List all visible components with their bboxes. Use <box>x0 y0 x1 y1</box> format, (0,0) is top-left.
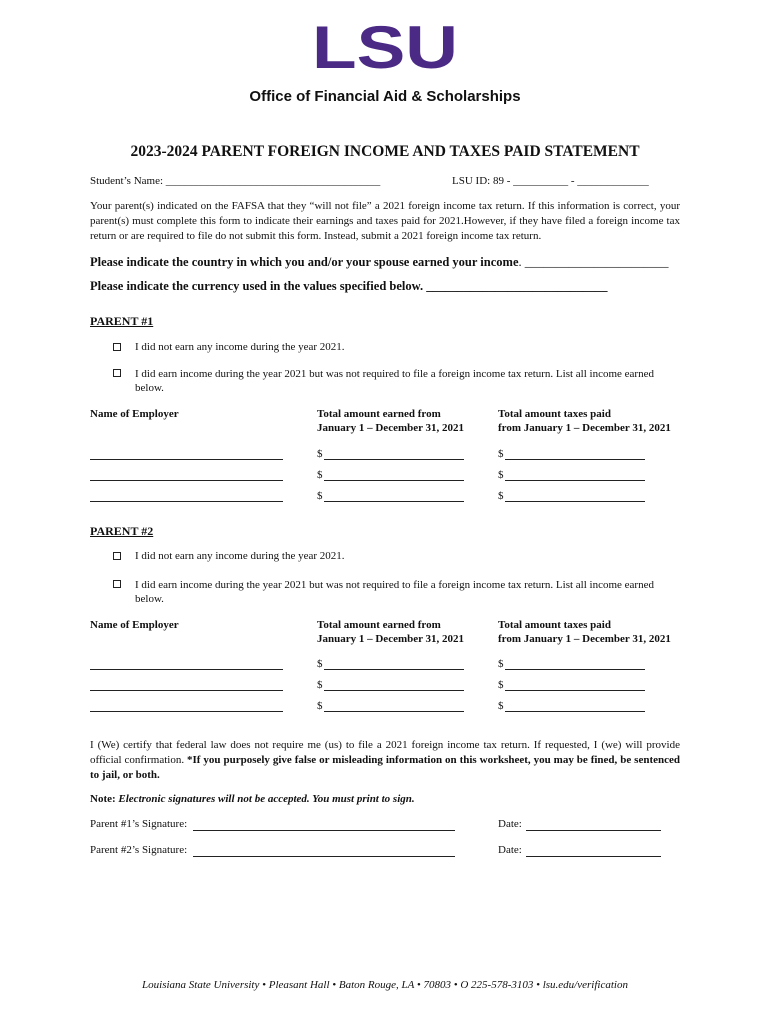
parent2-col-earned-line2: January 1 – December 31, 2021 <box>317 633 465 645</box>
note-line <box>90 793 415 805</box>
parent2-taxes-field[interactable] <box>505 690 645 691</box>
parent1-col-taxes <box>498 407 671 435</box>
lsu-logo <box>310 22 460 72</box>
student-name-label[interactable]: Student’s Name: _______________________________________ <box>90 175 381 187</box>
parent2-no-income-label: I did not earn any income during the year 2021. <box>135 550 345 562</box>
parent1-employer-field[interactable] <box>90 459 283 460</box>
parent2-no-income-checkbox[interactable] <box>113 552 121 560</box>
parent2-taxes-field[interactable] <box>505 711 645 712</box>
parent2-date-label: Date: <box>498 844 522 856</box>
parent2-employer-field[interactable] <box>90 690 283 691</box>
parent1-date-label: Date: <box>498 818 522 830</box>
parent1-earned-dollar: $ <box>317 448 323 460</box>
parent2-earned-field[interactable] <box>324 690 464 691</box>
parent2-col-earned <box>317 618 464 646</box>
parent1-signature-field[interactable] <box>193 830 455 831</box>
parent1-col-earned-line2: January 1 – December 31, 2021 <box>317 422 465 434</box>
parent2-income-label: I did earn income during the year 2021 but was not required to file a foreign income tax return. List all income earned below. <box>135 579 654 605</box>
parent1-col-earned <box>317 407 464 435</box>
parent1-col-taxes-line1: Total amount taxes paid <box>498 408 611 420</box>
currency-question[interactable]: Please indicate the currency used in the values specified below. _____________________________ <box>90 279 608 293</box>
parent2-col-taxes-line2: from January 1 – December 31, 2021 <box>498 633 671 645</box>
parent1-col-employer: Name of Employer <box>90 408 179 420</box>
parent2-taxes-dollar: $ <box>498 700 504 712</box>
parent1-income-label: I did earn income during the year 2021 but was not required to file a foreign income tax return. List all income earned below. <box>135 368 654 394</box>
parent1-no-income-checkbox[interactable] <box>113 343 121 351</box>
parent1-taxes-dollar: $ <box>498 469 504 481</box>
note-text: Electronic signatures will not be accepted. You must print to sign. <box>118 793 415 805</box>
parent2-col-taxes <box>498 618 671 646</box>
parent2-earned-field[interactable] <box>324 669 464 670</box>
office-name: Office of Financial Aid & Scholarships <box>249 88 521 105</box>
lsu-logo-text: LSU <box>312 22 458 72</box>
parent1-taxes-field[interactable] <box>505 480 645 481</box>
parent2-signature-label: Parent #2’s Signature: <box>90 844 188 856</box>
parent2-heading: PARENT #2 <box>90 524 154 538</box>
parent2-earned-dollar: $ <box>317 679 323 691</box>
parent1-no-income-label: I did not earn any income during the year 2021. <box>135 341 345 353</box>
parent1-taxes-dollar: $ <box>498 448 504 460</box>
parent1-taxes-dollar: $ <box>498 490 504 502</box>
parent1-taxes-field[interactable] <box>505 459 645 460</box>
parent2-taxes-dollar: $ <box>498 658 504 670</box>
parent1-signature-label: Parent #1’s Signature: <box>90 818 188 830</box>
parent2-earned-dollar: $ <box>317 658 323 670</box>
parent1-employer-field[interactable] <box>90 501 283 502</box>
note-label: Note: <box>90 793 116 805</box>
certification-text: I (We) certify that federal law does not require me (us) to file a 2021 foreign income tax return. If requested, I (we) will provide official confirmation. <box>90 739 680 766</box>
footer-address: Louisiana State University • Pleasant Hall • Baton Rouge, LA • 70803 • O 225-578-3103 • lsu.edu/verification <box>142 979 628 991</box>
intro-paragraph: Your parent(s) indicated on the FAFSA that they “will not file” a 2021 foreign income tax return. If this information is correct, your parent(s) must complete this form to indicate their earnings and taxes paid for 2021.However, if they have filed a foreign income tax return or are required to file do not submit this form. Instead, submit a 2021 foreign income tax return. <box>90 200 680 242</box>
form-title: 2023-2024 PARENT FOREIGN INCOME AND TAXES PAID STATEMENT <box>130 143 640 160</box>
parent1-col-taxes-line2: from January 1 – December 31, 2021 <box>498 422 671 434</box>
parent2-col-taxes-line1: Total amount taxes paid <box>498 619 611 631</box>
parent1-earned-field[interactable] <box>324 480 464 481</box>
parent1-earned-dollar: $ <box>317 469 323 481</box>
parent2-col-employer: Name of Employer <box>90 619 179 631</box>
parent2-income-checkbox[interactable] <box>113 580 121 588</box>
parent2-signature-field[interactable] <box>193 856 455 857</box>
parent1-income-checkbox[interactable] <box>113 369 121 377</box>
parent1-col-earned-line1: Total amount earned from <box>317 408 441 420</box>
country-question[interactable] <box>90 255 690 270</box>
parent2-employer-field[interactable] <box>90 711 283 712</box>
parent1-date-field[interactable] <box>526 830 661 831</box>
parent1-earned-field[interactable] <box>324 459 464 460</box>
country-blank[interactable]: . _______________________ <box>518 255 669 269</box>
certification-warning: *If you purposely give false or misleading information on this worksheet, you may be fined, be sentenced to jail, or both. <box>90 754 681 781</box>
parent2-taxes-field[interactable] <box>505 669 645 670</box>
country-question-text: Please indicate the country in which you and/or your spouse earned your income <box>90 255 519 269</box>
parent2-col-earned-line1: Total amount earned from <box>317 619 441 631</box>
lsu-id-label[interactable]: LSU ID: 89 - __________ - _____________ <box>452 175 649 187</box>
parent1-taxes-field[interactable] <box>505 501 645 502</box>
parent2-employer-field[interactable] <box>90 669 283 670</box>
parent2-earned-field[interactable] <box>324 711 464 712</box>
parent2-earned-dollar: $ <box>317 700 323 712</box>
parent2-taxes-dollar: $ <box>498 679 504 691</box>
parent1-earned-field[interactable] <box>324 501 464 502</box>
parent1-employer-field[interactable] <box>90 480 283 481</box>
parent1-earned-dollar: $ <box>317 490 323 502</box>
parent1-heading: PARENT #1 <box>90 314 154 328</box>
certification-paragraph <box>90 738 680 783</box>
parent2-date-field[interactable] <box>526 856 661 857</box>
